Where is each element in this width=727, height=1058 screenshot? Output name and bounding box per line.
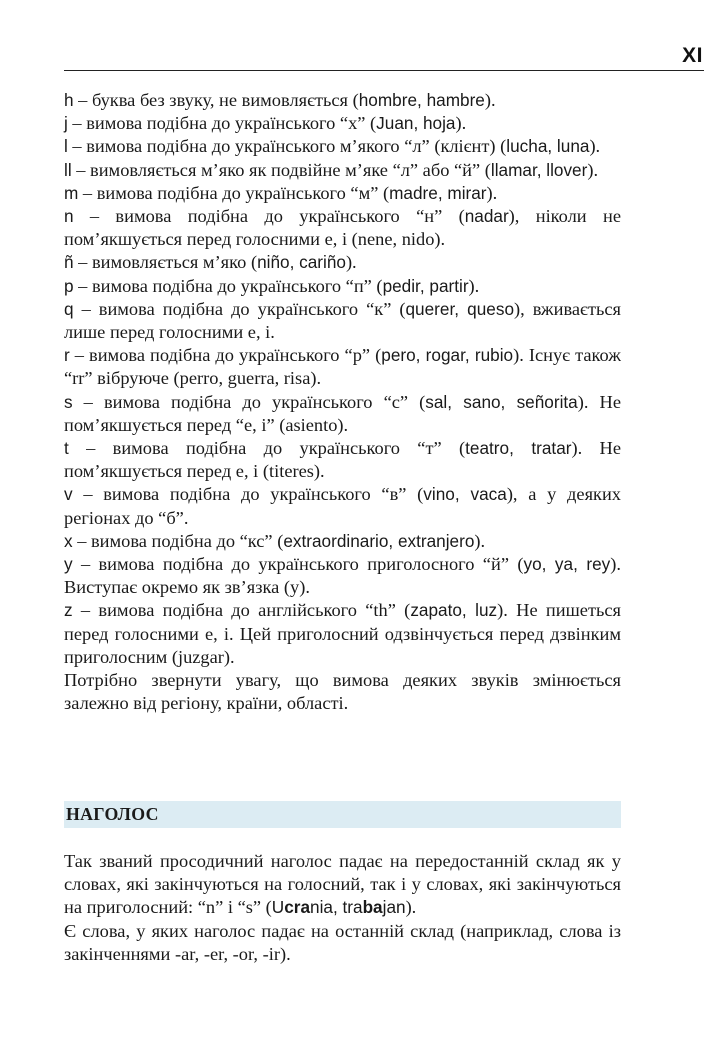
entry-x: x – вимова подібна до “кс” (extraordinario, extranjero). bbox=[64, 530, 486, 551]
page-number: XI bbox=[682, 44, 703, 67]
pronunciation-list bbox=[64, 89, 621, 715]
entry-r: r – вимова подібна до українського “р” (pero, rogar, rubio). Існує також “rr” вібруюче (perro, guerra, risa). bbox=[64, 345, 621, 389]
entry-j: j – вимова подібна до українського “х” (Juan, hoja). bbox=[64, 113, 467, 134]
entry-m: m – вимова подібна до українського “м” (madre, mirar). bbox=[64, 182, 498, 203]
entry-q: q – вимова подібна до українського “к” (querer, queso), вживається лише перед голосними е, і. bbox=[64, 298, 621, 343]
entry-n: n – вимова подібна до українського “н” (nadar), ніколи не пом’якшується перед голосними е, і (nene, nido). bbox=[64, 206, 621, 250]
entry-enye: ñ – вимовляється м’яко (niño, cariño). bbox=[64, 252, 357, 273]
stress-section bbox=[64, 850, 621, 966]
entry-y: y – вимова подібна до українського приголосного “й” (yo, ya, rey). Виступає окремо як зв’язка (y). bbox=[64, 554, 621, 598]
entry-ll: ll – вимовляється м’яко як подвійне м’яке “л” або “й” (llamar, llover). bbox=[64, 159, 599, 180]
entry-l: l – вимова подібна до українського м’якого “л” (клієнт) (lucha, luna). bbox=[64, 136, 601, 157]
entry-t: t – вимова подібна до українського “т” (teatro, tratar). Не пом’якшується перед е, і (titeres). bbox=[64, 438, 622, 482]
pronunciation-note: Потрібно звернути увагу, що вимова деяких звуків змінюється залежно від регіону, країни, області. bbox=[64, 670, 621, 714]
entry-v: v – вимова подібна до українського “в” (vino, vaca), а у деяких регіонах до “б”. bbox=[64, 484, 622, 528]
stress-paragraph-2: Є слова, у яких наголос падає на останній склад (наприклад, слова із закінченнями -ar, -er, -or, -ir). bbox=[64, 920, 621, 964]
entry-h: h – буква без звуку, не вимовляється (hombre, hambre). bbox=[64, 90, 496, 110]
entry-s: s – вимова подібна до українського “с” (sal, sano, señorita). Не пом’якшується перед “е, і” (asiento). bbox=[64, 391, 621, 435]
entry-p: p – вимова подібна до українського “п” (pedir, partir). bbox=[64, 275, 480, 296]
stress-paragraph-1: Так званий просодичний наголос падає на передостанній склад як у словах, які закінчуються на голосний, так і у словах, які закінчуються на приголосний: “n” і “s” (Ucrania, trabajan). bbox=[64, 851, 621, 918]
entry-z: z – вимова подібна до англійського “th” (zapato, luz). Не пишеться перед голосними е, і. Цей приголосний одзвінчується перед дзвінким приголосним (juzgar). bbox=[64, 600, 621, 667]
header-rule bbox=[64, 70, 704, 71]
section-heading-stress: НАГОЛОС bbox=[64, 801, 621, 828]
